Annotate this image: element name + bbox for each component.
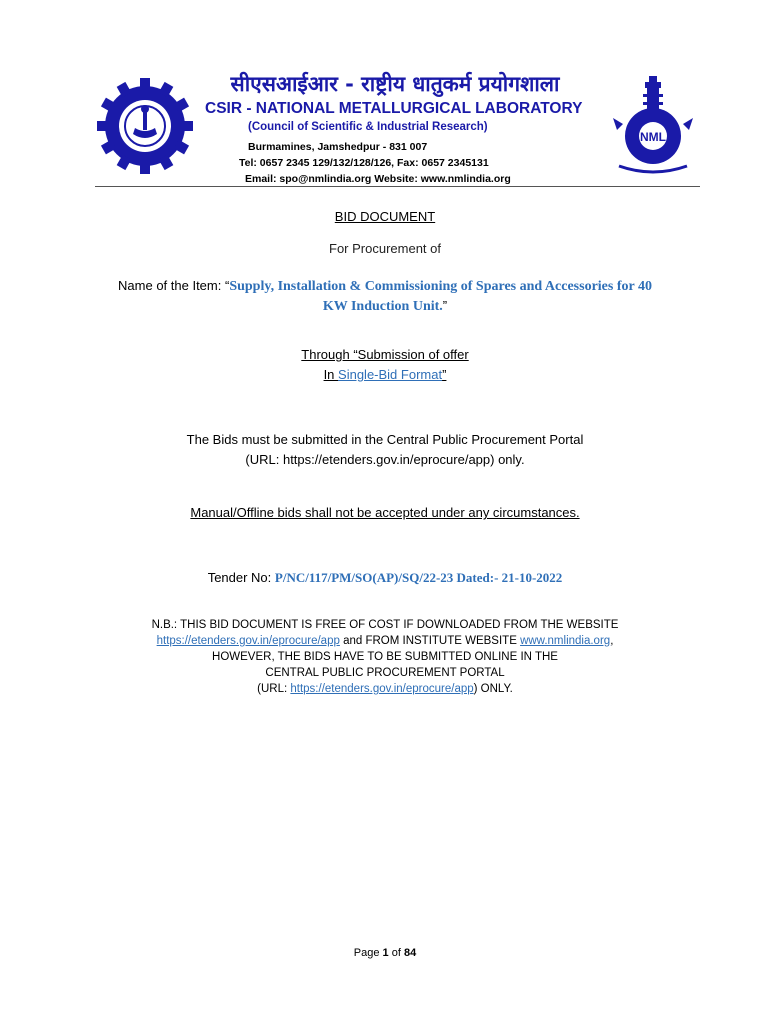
nb-comma: , <box>610 635 614 647</box>
nmlindia-link[interactable]: www.nmlindia.org <box>520 635 611 647</box>
document-title: BID DOCUMENT <box>334 209 436 224</box>
hindi-title: सीएसआईआर - राष्ट्रीय धातुकर्म प्रयोगशाला <box>230 72 560 96</box>
council-name: (Council of Scientific & Industrial Research) <box>248 121 488 133</box>
item-name-line2: KW Induction Unit. <box>322 299 443 314</box>
letterhead-text <box>205 70 605 185</box>
for-procurement-text: For Procurement of <box>329 241 441 256</box>
etenders-link-2[interactable]: https://etenders.gov.in/eprocure/app <box>290 683 474 695</box>
nb-line4: CENTRAL PUBLIC PROCUREMENT PORTAL <box>265 667 505 679</box>
item-name <box>0 276 770 316</box>
through-prefix: In <box>323 367 339 382</box>
letterhead <box>95 70 700 186</box>
etenders-link[interactable]: https://etenders.gov.in/eprocure/app <box>156 635 340 647</box>
svg-text:NML: NML <box>640 130 666 144</box>
manual-bids-notice: Manual/Offline bids shall not be accepted under any circumstances. <box>190 505 580 520</box>
page-footer <box>0 947 770 959</box>
telephone: Tel: 0657 2345 129/132/128/126, Fax: 0657 2345131 <box>239 157 489 169</box>
tender-label: Tender No: <box>207 570 275 585</box>
nb-notice <box>0 617 770 697</box>
page-total: 84 <box>403 947 417 959</box>
organization-name: CSIR - NATIONAL METALLURGICAL LABORATORY <box>205 100 583 117</box>
nb-line3: HOWEVER, THE BIDS HAVE TO BE SUBMITTED ONLINE IN THE <box>212 651 558 663</box>
tender-number <box>0 570 770 586</box>
of-word: of <box>388 947 404 959</box>
submission-format <box>0 345 770 385</box>
page-current: 1 <box>382 947 389 959</box>
csir-gear-logo-icon <box>95 76 195 176</box>
nb-line5-prefix: (URL: <box>257 683 291 695</box>
header-divider <box>95 186 700 187</box>
through-line1: Through “Submission of offer <box>301 347 469 362</box>
portal-line2: (URL: https://etenders.gov.in/eprocure/app) only. <box>245 452 525 467</box>
page-word: Page <box>353 947 383 959</box>
portal-instruction <box>0 430 770 470</box>
through-suffix: ” <box>442 367 447 382</box>
item-name-line1: Supply, Installation & Commissioning of Spares and Accessories for 40 <box>229 279 652 294</box>
single-bid-format-link[interactable]: Single-Bid Format <box>338 367 443 382</box>
nml-emblem-logo-icon <box>611 74 695 178</box>
nb-line5-suffix: ) ONLY. <box>473 683 513 695</box>
nb-line1: N.B.: THIS BID DOCUMENT IS FREE OF COST IF DOWNLOADED FROM THE WEBSITE <box>151 619 619 631</box>
address: Burmamines, Jamshedpur - 831 007 <box>248 141 428 153</box>
nb-mid: and FROM INSTITUTE WEBSITE <box>339 635 521 647</box>
portal-line1: The Bids must be submitted in the Central Public Procurement Portal <box>186 432 584 447</box>
item-close-quote: ” <box>442 298 448 313</box>
tender-value: P/NC/117/PM/SO(AP)/SQ/22-23 Dated:- 21-10-2022 <box>274 570 563 585</box>
item-label: Name of the Item: <box>118 278 225 293</box>
item-open-quote: “ <box>224 278 230 293</box>
email-website: Email: spo@nmlindia.org Website: www.nmlindia.org <box>245 173 511 185</box>
